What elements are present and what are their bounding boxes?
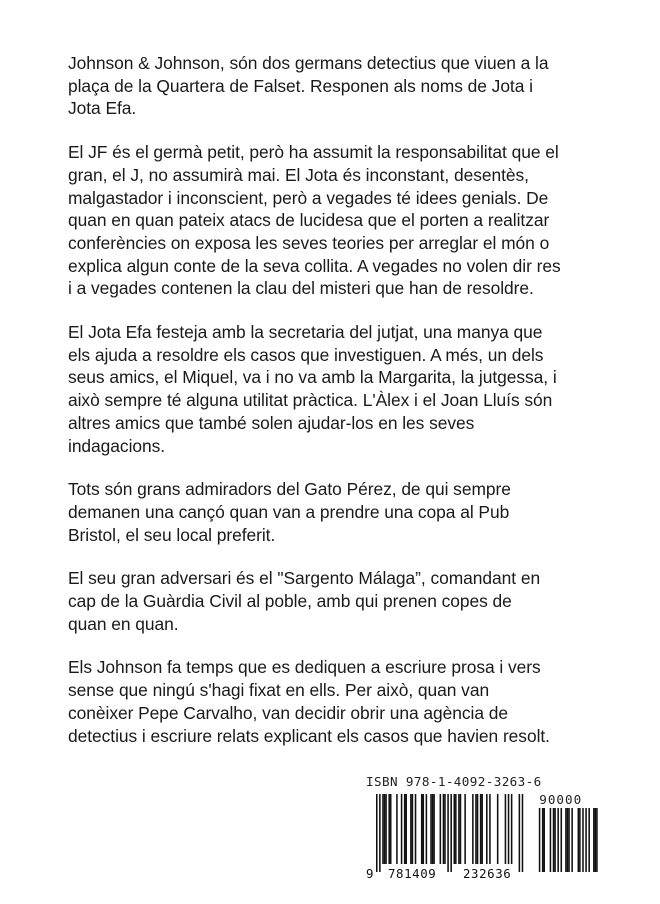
addon-bar	[571, 808, 573, 872]
addon-bar	[588, 808, 590, 872]
paragraph-line: detectius i escriure relats explicant els casos que havien resolt.	[68, 725, 550, 746]
addon-bar	[543, 808, 545, 872]
addon-bar	[561, 808, 563, 872]
barcode-bar	[426, 794, 428, 864]
barcode-bar	[477, 794, 479, 864]
barcode-bar	[464, 794, 466, 864]
paragraph-line: El JF és el germà petit, però ha assumit la responsabilitat que el	[68, 142, 559, 163]
barcode-bar	[396, 794, 398, 864]
paragraph-line: seus amics, el Miquel, va i no va amb la Margarita, la jutgessa, i	[68, 367, 557, 388]
barcode-bar	[519, 794, 521, 872]
barcode-bar	[511, 794, 513, 864]
paragraph	[68, 478, 598, 546]
addon-bar	[565, 808, 567, 872]
barcode-bar	[423, 794, 425, 864]
barcode-bar	[481, 794, 483, 864]
addon-bar	[593, 808, 595, 872]
addon-bar	[595, 808, 597, 872]
addon-bar	[539, 808, 541, 872]
paragraph-line: Jota Efa.	[68, 98, 137, 119]
addon-bar	[582, 808, 584, 872]
barcode-first-digit: 9	[366, 866, 375, 881]
barcode-bar	[447, 794, 449, 872]
addon-bar	[554, 808, 556, 872]
addon-bar	[578, 808, 580, 872]
barcode-bar	[454, 794, 456, 864]
barcode-left-digits: 781409	[388, 866, 437, 881]
paragraph-line: conferències on exposa les seves teories per arreglar el món o	[68, 232, 550, 253]
barcode-bar	[390, 794, 392, 864]
barcode-bar	[486, 794, 488, 864]
barcode-bar	[401, 794, 403, 864]
barcode-bar	[430, 794, 432, 864]
barcode-bar	[522, 794, 524, 872]
paragraph-line: Bristol, el seu local preferit.	[68, 524, 276, 545]
paragraph-line: altres amics que també solen ajudar-los en les seves	[68, 412, 475, 433]
paragraph-line: això sempre té alguna utilitat pràctica. L'Àlex i el Joan Lluís són	[68, 390, 553, 411]
addon-bar	[550, 808, 552, 872]
barcode-bar	[440, 794, 442, 864]
paragraph-line: conèixer Pepe Carvalho, van decidir obrir una agència de	[68, 702, 508, 723]
paragraph-line: i a vegades contenen la clau del misteri que han de resoldre.	[68, 278, 534, 299]
price-code: 90000	[539, 792, 583, 807]
barcode-bar	[384, 794, 386, 864]
paragraph-line: quan en quan pateix atacs de lucidesa que el porten a realitzar	[68, 210, 550, 231]
barcode-bar	[475, 794, 477, 864]
barcode-bar	[412, 794, 414, 864]
paragraph	[68, 656, 598, 747]
paragraph-line: Tots són grans admiradors del Gato Pérez, de qui sempre	[68, 479, 511, 500]
addon-bar	[567, 808, 569, 872]
barcode-bar	[388, 794, 390, 864]
barcode-bar	[415, 794, 417, 864]
addon-bar	[568, 808, 570, 872]
paragraph-line: explica algun conte de la seva collita. A vegades no volen dir res	[68, 255, 561, 276]
paragraph	[68, 141, 598, 300]
barcode-bar	[405, 794, 407, 864]
paragraph-line: Els Johnson fa temps que es dediquen a escriure prosa i vers	[68, 657, 541, 678]
isbn-barcode-block	[366, 774, 598, 884]
paragraph-line: els ajuda a resoldre els casos que investiguen. A més, un dels	[68, 344, 544, 365]
barcode-bar	[508, 794, 510, 864]
barcode-right-digits: 232636	[463, 866, 512, 881]
paragraph-line: cap de la Guàrdia Civil al poble, amb qui prenen copes de	[68, 591, 512, 612]
barcode-bar	[379, 794, 381, 872]
paragraph	[68, 52, 598, 120]
paragraph-line: plaça de la Quartera de Falset. Responen als noms de Jota i	[68, 75, 533, 96]
paragraph-line: sense que ningú s'hagi fixat en ells. Per això, quan van	[68, 680, 490, 701]
barcode-bar	[443, 794, 445, 864]
addon-bar	[557, 808, 559, 872]
addon-bar	[542, 808, 544, 872]
paragraph-line: malgastador i inconscient, però a vegades té idees genials. De	[68, 187, 549, 208]
paragraph-line: Johnson & Johnson, són dos germans detectius que viuen a la	[68, 53, 549, 73]
paragraph-line: El seu gran adversari és el "Sargento Málaga”, comandant en	[68, 568, 541, 589]
paragraph-line: indagacions.	[68, 435, 166, 456]
barcode-bar	[455, 794, 457, 864]
addon-bar	[596, 808, 598, 872]
paragraph-line: quan en quan.	[68, 613, 179, 634]
barcode-bar	[472, 794, 474, 864]
barcode-bar	[460, 794, 462, 864]
paragraph	[68, 321, 598, 457]
blurb-text	[68, 52, 598, 768]
paragraph	[68, 567, 598, 635]
addon-bar	[553, 808, 555, 872]
paragraph-line: El Jota Efa festeja amb la secretaria del jutjat, una manya que	[68, 322, 543, 343]
barcode-bar	[450, 794, 452, 872]
barcode-bar	[497, 794, 499, 864]
barcode-bar	[382, 794, 384, 864]
barcode-bar	[458, 794, 460, 864]
isbn-label: ISBN 978-1-4092-3263-6	[366, 774, 542, 789]
barcode-bar	[432, 794, 434, 864]
addon-bar	[585, 808, 587, 872]
barcode-bar	[376, 794, 378, 872]
barcode-bar	[433, 794, 435, 864]
paragraph-line: demanen una cançó quan van a prendre una copa al Pub	[68, 501, 510, 522]
barcode-bar	[444, 794, 446, 864]
barcode-bar	[410, 794, 412, 864]
barcode-bar	[480, 794, 482, 864]
addon-bar	[579, 808, 581, 872]
barcode-bar	[404, 794, 406, 864]
barcode-bar	[421, 794, 423, 864]
paragraph-line: gran, el J, no assumirà mai. El Jota és inconstant, desentès,	[68, 164, 529, 185]
barcode-bar	[505, 794, 507, 864]
barcode-bar	[489, 794, 491, 864]
barcode-bar	[385, 794, 387, 864]
